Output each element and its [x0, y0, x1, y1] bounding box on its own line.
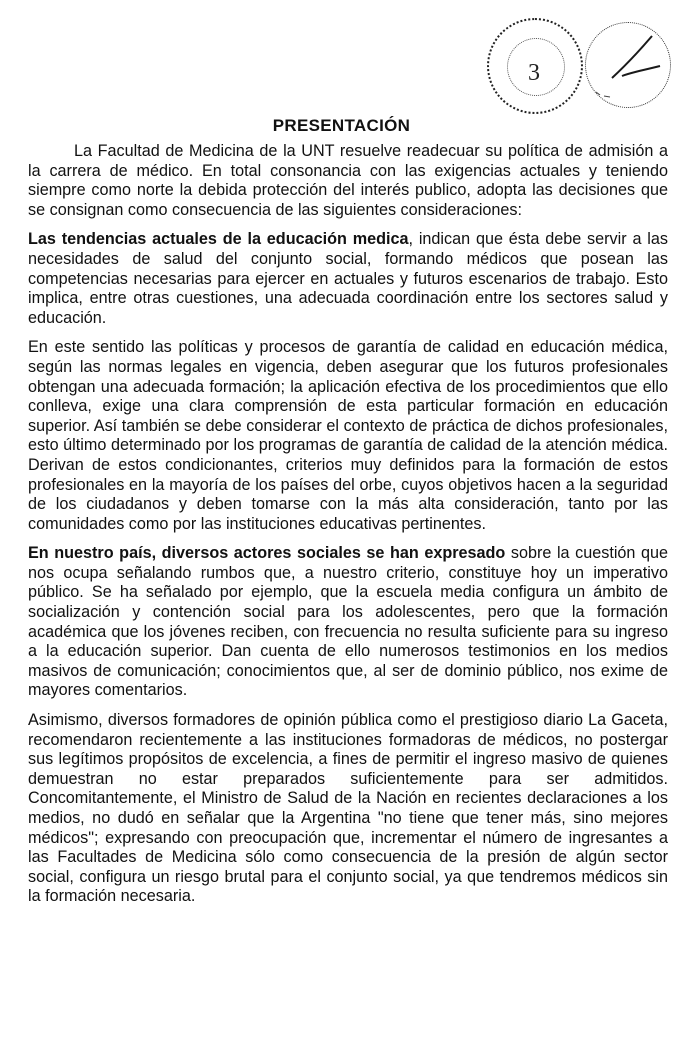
page-title: PRESENTACIÓN — [272, 116, 411, 135]
paragraph-text: Asimismo, diversos formadores de opinión pública como el prestigioso diario La Gaceta, recomendaron recientemente a las instituciones formadoras de médicos, no postergar sus legítimos propósitos de excelencia, a fines de permitir el ingreso masivo de quienes demuestran no estar preparados suficientemente para ser admitidos. Concomitantemente, el Ministro de Salud de la Nación en recientes declaraciones a los medios, no dudó en señalar que la Argentina "no tiene que tener más, sino mejores médicos"; expresando con preocupación que, incrementar el número de ingresantes a las Facultades de Medicina sólo como consecuencia de la presión de algún sector social, configura un riesgo brutal para el conjunto social, ya que tendremos médicos sin la formación necesaria. — [28, 711, 668, 906]
paragraph-text: , indican que ésta debe servir a las necesidades de salud del conjunto social, formando médicos que posean las competencias necesarias para ejercer en actuales y futuros escenarios de trabajo. Esto implica, entre otras cuestiones, una adecuada coordinación entre los sectores salud y educación. — [28, 230, 668, 327]
paragraph-lead: En nuestro país, diversos actores sociales se han expresado — [28, 544, 506, 563]
paragraph-intro — [28, 142, 668, 220]
document-body — [28, 142, 668, 917]
paragraph-nuestro-pais — [28, 544, 668, 701]
paragraph-calidad — [28, 338, 668, 534]
paragraph-asimismo — [28, 711, 668, 907]
paragraph-tendencias — [28, 230, 668, 328]
paragraph-text: En este sentido las políticas y procesos de garantía de calidad en educación médica, según las normas legales en vigencia, deben asegurar que los futuros profesionales obtengan una adecuada formación; la aplicación efectiva de los procedimientos que ello conlleva, exige una clara comprensión de esta particular formación en educación superior. Así también se debe considerar el contexto de práctica de dichos profesionales, esto último determinado por los programas de garantía de calidad de la atención médica. Derivan de estos condicionantes, criterios muy definidos para la formación de estos profesionales en la mayoría de los países del orbe, cuyos objetivos hacen a la seguridad de los ciudadanos y deben tomarse con la más alta consideración, tanto por las comunidades como por las instituciones educativas pertinentes. — [28, 338, 668, 533]
paragraph-text: La Facultad de Medicina de la UNT resuelve readecuar su política de admisión a la carrera de médico. En total consonancia con las exigencias actuales y teniendo siempre como norte la debida protección del interés publico, adopta las decisiones que se consignan como consecuencia de las siguientes consideraciones: — [28, 142, 668, 219]
paragraph-lead: Las tendencias actuales de la educación medica — [28, 230, 409, 249]
folio-number: 3 — [528, 60, 540, 86]
paragraph-text: sobre la cuestión que nos ocupa señalando rumbos que, a nuestro criterio, constituye hoy un imperativo público. Se ha señalado por ejemplo, que la escuela media configura un ámbito de socialización y contención social para los adolescentes, pero que la formación académica que los jóvenes reciben, con frecuencia no resulta suficiente para su ingreso a la educación superior. Dan cuenta de ello numerosos testimonios en los medios masivos de comunicación; conocimientos que, al ser de dominio público, nos exime de mayores comentarios. — [28, 544, 668, 700]
